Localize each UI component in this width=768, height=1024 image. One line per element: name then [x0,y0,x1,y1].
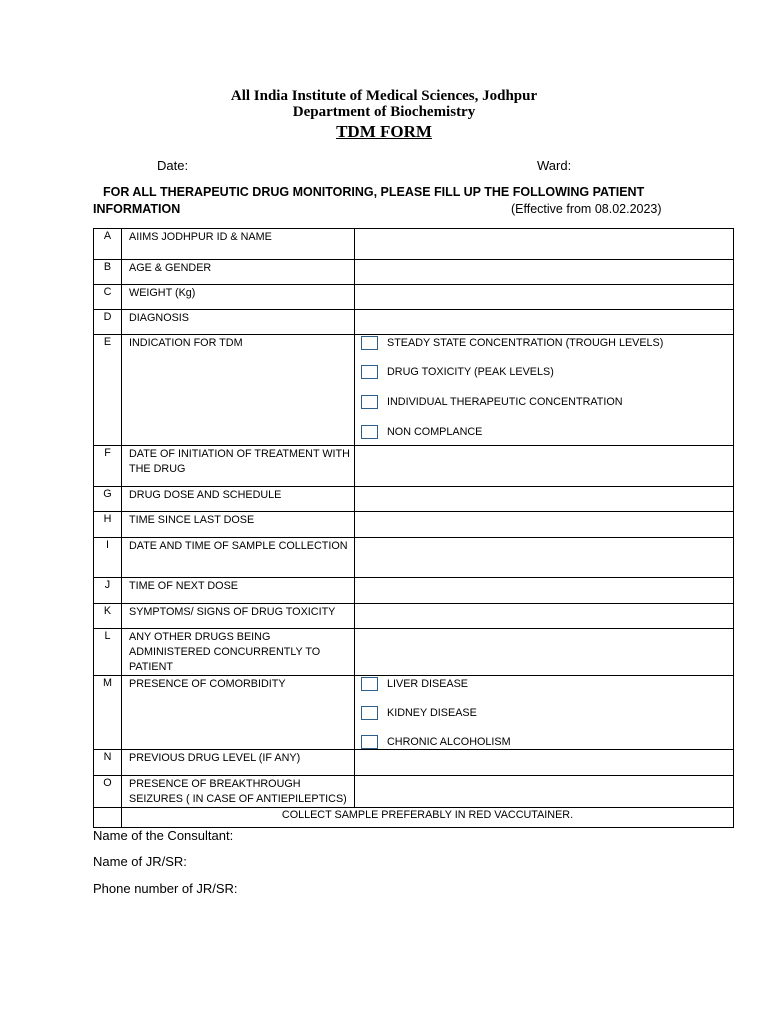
row-label: AIIMS JODHPUR ID & NAME [122,229,355,260]
checkbox-label: INDIVIDUAL THERAPEUTIC CONCENTRATION [387,396,623,408]
row-value-field[interactable] [355,604,734,629]
table-row [94,750,734,776]
row-label: DATE AND TIME OF SAMPLE COLLECTION [122,538,355,578]
checkbox-option[interactable] [361,336,663,350]
table-row [94,335,734,446]
tdm-indication-options [355,335,734,446]
footer-empty-cell [94,808,122,828]
row-label: AGE & GENDER [122,260,355,285]
jr-sr-phone-label: Phone number of JR/SR: [93,881,238,896]
row-value-field[interactable] [355,538,734,578]
row-code: A [94,229,122,260]
row-label: PRESENCE OF COMORBIDITY [122,676,355,750]
ward-label: Ward: [537,158,572,173]
checkbox-label: CHRONIC ALCOHOLISM [387,736,511,748]
row-code: H [94,512,122,538]
row-value-field[interactable] [355,776,734,808]
table-row [94,538,734,578]
checkbox-option[interactable] [361,365,554,379]
row-label: WEIGHT (Kg) [122,285,355,310]
table-row [94,776,734,808]
table-row [94,285,734,310]
checkbox-drug-toxicity[interactable] [361,365,378,379]
table-row [94,676,734,750]
row-value-field[interactable] [355,229,734,260]
table-footer-row [94,808,734,828]
row-label: PRESENCE OF BREAKTHROUGH SEIZURES ( IN CASE OF ANTIEPILEPTICS) [122,776,355,808]
row-value-field[interactable] [355,285,734,310]
checkbox-label: NON COMPLANCE [387,426,483,438]
row-code: I [94,538,122,578]
row-label: DRUG DOSE AND SCHEDULE [122,487,355,512]
table-row [94,446,734,487]
row-label: ANY OTHER DRUGS BEING ADMINISTERED CONCURRENTLY TO PATIENT [122,629,355,676]
row-value-field[interactable] [355,260,734,285]
row-value-field[interactable] [355,487,734,512]
row-label: DATE OF INITIATION OF TREATMENT WITH THE DRUG [122,446,355,487]
checkbox-liver-disease[interactable] [361,677,378,691]
jr-sr-name-label: Name of JR/SR: [93,854,187,869]
row-code: F [94,446,122,487]
table-row [94,229,734,260]
row-label: SYMPTOMS/ SIGNS OF DRUG TOXICITY [122,604,355,629]
institute-name: All India Institute of Medical Sciences, Jodhpur [230,88,538,104]
checkbox-label: STEADY STATE CONCENTRATION (TROUGH LEVELS) [387,337,664,349]
row-value-field[interactable] [355,512,734,538]
row-code: B [94,260,122,285]
checkbox-option[interactable] [361,425,482,439]
row-code: D [94,310,122,335]
row-code: K [94,604,122,629]
checkbox-option[interactable] [361,706,477,720]
checkbox-steady-state[interactable] [361,336,378,350]
row-label: TIME OF NEXT DOSE [122,578,355,604]
row-code: J [94,578,122,604]
checkbox-label: DRUG TOXICITY (PEAK LEVELS) [387,366,554,378]
date-label: Date: [157,158,189,173]
row-label: DIAGNOSIS [122,310,355,335]
row-value-field[interactable] [355,750,734,776]
row-value-field[interactable] [355,310,734,335]
row-code: C [94,285,122,310]
intro-line-1: FOR ALL THERAPEUTIC DRUG MONITORING, PLEASE FILL UP THE FOLLOWING PATIENT [103,185,645,199]
row-code: N [94,750,122,776]
row-code: O [94,776,122,808]
table-row [94,260,734,285]
row-code: E [94,335,122,446]
checkbox-option[interactable] [361,677,468,691]
row-value-field[interactable] [355,578,734,604]
row-label: PREVIOUS DRUG LEVEL (IF ANY) [122,750,355,776]
intro-line-2: INFORMATION [93,202,181,216]
table-row [94,310,734,335]
effective-date: (Effective from 08.02.2023) [511,202,662,216]
row-code: L [94,629,122,676]
checkbox-non-compliance[interactable] [361,425,378,439]
consultant-name-label: Name of the Consultant: [93,828,234,843]
collection-note: COLLECT SAMPLE PREFERABLY IN RED VACCUTAINER. [122,808,734,828]
checkbox-label: LIVER DISEASE [387,678,469,690]
row-code: G [94,487,122,512]
checkbox-individual-concentration[interactable] [361,395,378,409]
table-row [94,487,734,512]
department-name: Department of Biochemistry [292,104,476,120]
checkbox-chronic-alcoholism[interactable] [361,735,378,749]
table-row [94,629,734,676]
table-row [94,578,734,604]
row-value-field[interactable] [355,446,734,487]
checkbox-label: KIDNEY DISEASE [387,707,477,719]
comorbidity-options [355,676,734,750]
checkbox-option[interactable] [361,395,623,409]
table-row [94,512,734,538]
checkbox-kidney-disease[interactable] [361,706,378,720]
patient-info-table [93,228,734,828]
table-row [94,604,734,629]
row-code: M [94,676,122,750]
row-label: TIME SINCE LAST DOSE [122,512,355,538]
form-title: TDM FORM [336,122,432,141]
checkbox-option[interactable] [361,735,511,749]
row-value-field[interactable] [355,629,734,676]
row-label: INDICATION FOR TDM [122,335,355,446]
